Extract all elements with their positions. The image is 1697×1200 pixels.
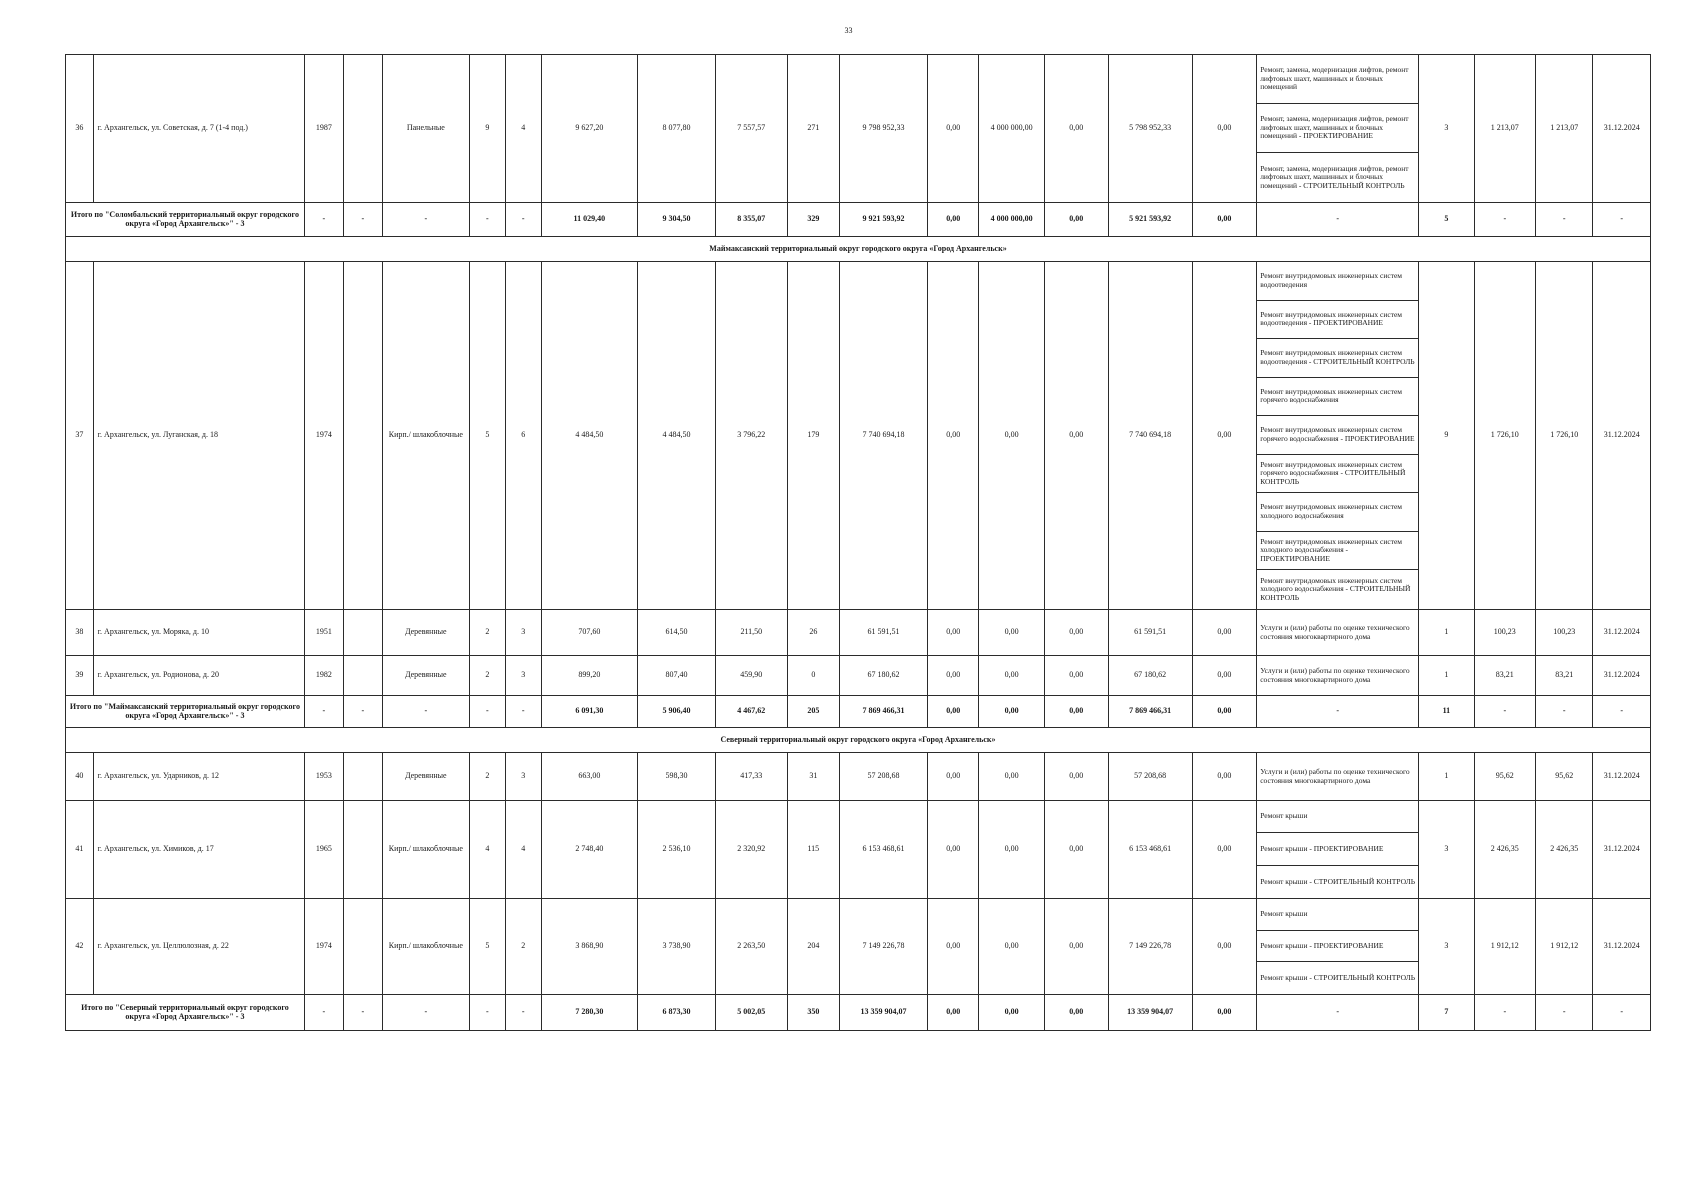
- cell-c1: -: [1474, 696, 1536, 728]
- cell-f5: 0,00: [1192, 610, 1257, 656]
- cell-c2: 1 726,10: [1536, 262, 1593, 610]
- cell-people: 115: [787, 801, 839, 899]
- cell-f1: 0,00: [928, 801, 979, 899]
- cell-c2: 1 213,07: [1536, 55, 1593, 203]
- cell-c1: 2 426,35: [1474, 801, 1536, 899]
- cell-a3: 5 002,05: [715, 995, 787, 1031]
- page-number: 33: [844, 26, 853, 35]
- table-row: [66, 262, 1651, 610]
- cell-date: -: [1593, 696, 1651, 728]
- address-cell: г. Архангельск, ул. Советская, д. 7 (1-4 под.): [93, 55, 304, 203]
- cell-fl: 5: [469, 899, 505, 995]
- work-item: Ремонт крыши: [1257, 801, 1418, 833]
- cell-f2: 0,00: [979, 899, 1045, 995]
- cell-f3: 0,00: [1044, 656, 1108, 696]
- cell-fl: -: [469, 995, 505, 1031]
- table-row: [66, 899, 1651, 995]
- work-item: Ремонт внутридомовых инженерных систем холодного водоснабжения - СТРОИТЕЛЬНЫЙ КОНТРОЛЬ: [1260, 575, 1411, 602]
- cell-f2: 4 000 000,00: [979, 203, 1045, 237]
- cell-f1: 0,00: [928, 995, 979, 1031]
- cell-year: 1965: [304, 801, 343, 899]
- cell-a2: 807,40: [638, 656, 716, 696]
- cell-total: 6 153 468,61: [839, 801, 927, 899]
- cell-c2: 1 912,12: [1536, 899, 1593, 995]
- cell-f4: 57 208,68: [1108, 753, 1192, 801]
- table-row: [66, 753, 1651, 801]
- cell-c1: 1 213,07: [1474, 55, 1536, 203]
- cell-people: 26: [787, 610, 839, 656]
- cell-f5: 0,00: [1192, 203, 1257, 237]
- cell-total: 57 208,68: [839, 753, 927, 801]
- cell-pod: 3: [505, 753, 541, 801]
- cell-pod: 3: [505, 656, 541, 696]
- cell-cnt: 3: [1419, 801, 1474, 899]
- cell-people: 329: [787, 203, 839, 237]
- works-cell: [1257, 801, 1419, 899]
- cell-year: 1953: [304, 753, 343, 801]
- cell-f1: 0,00: [928, 262, 979, 610]
- address-cell: г. Архангельск, ул. Моряка, д. 10: [93, 610, 304, 656]
- work-item: Ремонт крыши - ПРОЕКТИРОВАНИЕ: [1257, 931, 1418, 963]
- cell-total: 7 740 694,18: [839, 262, 927, 610]
- cell-c1: 100,23: [1474, 610, 1536, 656]
- cell-year: -: [304, 696, 343, 728]
- cell-cnt: 1: [1419, 610, 1474, 656]
- works-cell: -: [1257, 696, 1419, 728]
- cell-c2: 83,21: [1536, 656, 1593, 696]
- cell-f3: 0,00: [1044, 995, 1108, 1031]
- cell-c1: 83,21: [1474, 656, 1536, 696]
- cell-a1: 663,00: [541, 753, 637, 801]
- cell-cnt: 1: [1419, 753, 1474, 801]
- works-cell: [1257, 753, 1419, 801]
- cell-c1: 1 912,12: [1474, 899, 1536, 995]
- table-row: [66, 55, 1651, 203]
- cell-pod: -: [505, 203, 541, 237]
- work-item: Ремонт крыши - СТРОИТЕЛЬНЫЙ КОНТРОЛЬ: [1260, 876, 1416, 886]
- cell-blank: [343, 753, 382, 801]
- cell-people: 179: [787, 262, 839, 610]
- cell-date: 31.12.2024: [1593, 801, 1651, 899]
- cell-c2: 100,23: [1536, 610, 1593, 656]
- cell-a2: 598,30: [638, 753, 716, 801]
- cell-a3: 2 263,50: [715, 899, 787, 995]
- cell-people: 31: [787, 753, 839, 801]
- cell-a2: 6 873,30: [638, 995, 716, 1031]
- cell-f3: 0,00: [1044, 55, 1108, 203]
- cell-c2: -: [1536, 696, 1593, 728]
- cell-f1: 0,00: [928, 55, 979, 203]
- cell-date: 31.12.2024: [1593, 656, 1651, 696]
- section-header-row: [66, 237, 1651, 262]
- address-cell: г. Архангельск, ул. Родионова, д. 20: [93, 656, 304, 696]
- table-row: [66, 801, 1651, 899]
- cell-date: -: [1593, 203, 1651, 237]
- cell-mat: -: [382, 203, 469, 237]
- work-item: Ремонт внутридомовых инженерных систем горячего водоснабжения - СТРОИТЕЛЬНЫЙ КОНТРОЛЬ: [1257, 455, 1418, 494]
- cell-a3: 211,50: [715, 610, 787, 656]
- cell-a2: 9 304,50: [638, 203, 716, 237]
- cell-year: 1951: [304, 610, 343, 656]
- cell-f1: 0,00: [928, 696, 979, 728]
- total-row: [66, 995, 1651, 1031]
- cell-mat: Кирп./ шлакоблочные: [382, 801, 469, 899]
- work-item: Ремонт крыши - СТРОИТЕЛЬНЫЙ КОНТРОЛЬ: [1260, 972, 1416, 982]
- work-item: Услуги и (или) работы по оценке технического состояния многоквартирного дома: [1260, 665, 1410, 684]
- row-number: 36: [66, 55, 94, 203]
- cell-a3: 4 467,62: [715, 696, 787, 728]
- cell-a2: 3 738,90: [638, 899, 716, 995]
- cell-c2: -: [1536, 995, 1593, 1031]
- cell-date: 31.12.2024: [1593, 262, 1651, 610]
- cell-c2: -: [1536, 203, 1593, 237]
- cell-f4: 7 740 694,18: [1108, 262, 1192, 610]
- cell-year: -: [304, 203, 343, 237]
- row-number: 40: [66, 753, 94, 801]
- cell-cnt: 7: [1419, 995, 1474, 1031]
- total-label: Итого по "Маймаксанский территориальный округ городского округа «Город Архангельск»" - 3: [66, 696, 305, 728]
- work-item: Ремонт внутридомовых инженерных систем горячего водоснабжения: [1257, 378, 1418, 417]
- cell-pod: -: [505, 995, 541, 1031]
- cell-year: 1982: [304, 656, 343, 696]
- cell-blank: -: [343, 696, 382, 728]
- cell-cnt: 5: [1419, 203, 1474, 237]
- cell-people: 205: [787, 696, 839, 728]
- cell-mat: Деревянные: [382, 656, 469, 696]
- cell-f2: 0,00: [979, 262, 1045, 610]
- cell-f4: 61 591,51: [1108, 610, 1192, 656]
- cell-pod: 3: [505, 610, 541, 656]
- row-number: 37: [66, 262, 94, 610]
- cell-blank: [343, 262, 382, 610]
- cell-c1: -: [1474, 995, 1536, 1031]
- cell-mat: Деревянные: [382, 610, 469, 656]
- cell-cnt: 9: [1419, 262, 1474, 610]
- cell-total: 9 921 593,92: [839, 203, 927, 237]
- works-cell: [1257, 656, 1419, 696]
- cell-fl: 9: [469, 55, 505, 203]
- work-item: Ремонт внутридомовых инженерных систем холодного водоснабжения - ПРОЕКТИРОВАНИЕ: [1257, 532, 1418, 571]
- cell-a1: 4 484,50: [541, 262, 637, 610]
- cell-c1: -: [1474, 203, 1536, 237]
- cell-fl: 5: [469, 262, 505, 610]
- total-row: [66, 203, 1651, 237]
- cell-a2: 2 536,10: [638, 801, 716, 899]
- row-number: 42: [66, 899, 94, 995]
- work-item: Ремонт внутридомовых инженерных систем водоотведения: [1257, 262, 1418, 301]
- cell-fl: -: [469, 203, 505, 237]
- cell-f5: 0,00: [1192, 753, 1257, 801]
- section-header-row: [66, 728, 1651, 753]
- work-item: Ремонт внутридомовых инженерных систем водоотведения - СТРОИТЕЛЬНЫЙ КОНТРОЛЬ: [1257, 339, 1418, 378]
- cell-blank: [343, 899, 382, 995]
- address-cell: г. Архангельск, ул. Целлюлозная, д. 22: [93, 899, 304, 995]
- cell-a2: 8 077,80: [638, 55, 716, 203]
- row-number: 38: [66, 610, 94, 656]
- cell-pod: 6: [505, 262, 541, 610]
- cell-f2: 0,00: [979, 801, 1045, 899]
- cell-mat: Деревянные: [382, 753, 469, 801]
- cell-year: 1974: [304, 899, 343, 995]
- cell-total: 7 149 226,78: [839, 899, 927, 995]
- works-cell: [1257, 610, 1419, 656]
- cell-cnt: 3: [1419, 55, 1474, 203]
- cell-f3: 0,00: [1044, 696, 1108, 728]
- cell-a1: 2 748,40: [541, 801, 637, 899]
- cell-year: -: [304, 995, 343, 1031]
- cell-a3: 8 355,07: [715, 203, 787, 237]
- cell-a3: 417,33: [715, 753, 787, 801]
- cell-f5: 0,00: [1192, 696, 1257, 728]
- work-item: Ремонт, замена, модернизация лифтов, ремонт лифтовых шахт, машинных и блочных помещений - ПРОЕКТИРОВАНИЕ: [1257, 104, 1418, 153]
- works-cell: [1257, 55, 1419, 203]
- cell-c2: 2 426,35: [1536, 801, 1593, 899]
- cell-f3: 0,00: [1044, 801, 1108, 899]
- work-item: Ремонт крыши: [1257, 899, 1418, 931]
- cell-f5: 0,00: [1192, 55, 1257, 203]
- section-title: Маймаксанский территориальный округ городского округа «Город Архангельск»: [66, 237, 1651, 262]
- cell-fl: 4: [469, 801, 505, 899]
- cell-f2: 4 000 000,00: [979, 55, 1045, 203]
- cell-people: 0: [787, 656, 839, 696]
- work-item: Услуги и (или) работы по оценке технического состояния многоквартирного дома: [1260, 622, 1410, 641]
- works-cell: [1257, 899, 1419, 995]
- cell-cnt: 1: [1419, 656, 1474, 696]
- cell-f1: 0,00: [928, 203, 979, 237]
- cell-a2: 614,50: [638, 610, 716, 656]
- cell-blank: [343, 610, 382, 656]
- cell-f5: 0,00: [1192, 262, 1257, 610]
- table-row: [66, 656, 1651, 696]
- cell-mat: Кирп./ шлакоблочные: [382, 899, 469, 995]
- cell-total: 9 798 952,33: [839, 55, 927, 203]
- cell-f2: 0,00: [979, 995, 1045, 1031]
- cell-pod: 4: [505, 55, 541, 203]
- work-item: Ремонт, замена, модернизация лифтов, ремонт лифтовых шахт, машинных и блочных помещений: [1257, 55, 1418, 104]
- address-cell: г. Архангельск, ул. Химиков, д. 17: [93, 801, 304, 899]
- cell-a3: 3 796,22: [715, 262, 787, 610]
- row-number: 39: [66, 656, 94, 696]
- cell-f4: 67 180,62: [1108, 656, 1192, 696]
- cell-date: 31.12.2024: [1593, 55, 1651, 203]
- cell-people: 204: [787, 899, 839, 995]
- cell-cnt: 11: [1419, 696, 1474, 728]
- works-cell: [1257, 262, 1419, 610]
- cell-pod: -: [505, 696, 541, 728]
- cell-total: 67 180,62: [839, 656, 927, 696]
- work-item: Ремонт внутридомовых инженерных систем холодного водоснабжения: [1257, 493, 1418, 532]
- cell-pod: 4: [505, 801, 541, 899]
- cell-blank: [343, 55, 382, 203]
- cell-year: 1974: [304, 262, 343, 610]
- cell-f1: 0,00: [928, 753, 979, 801]
- cell-a2: 4 484,50: [638, 262, 716, 610]
- cell-f4: 5 921 593,92: [1108, 203, 1192, 237]
- cell-f3: 0,00: [1044, 610, 1108, 656]
- cell-blank: [343, 656, 382, 696]
- cell-f4: 7 149 226,78: [1108, 899, 1192, 995]
- cell-year: 1987: [304, 55, 343, 203]
- cell-a2: 5 906,40: [638, 696, 716, 728]
- cell-mat: -: [382, 995, 469, 1031]
- cell-f3: 0,00: [1044, 899, 1108, 995]
- cell-blank: -: [343, 995, 382, 1031]
- works-cell: -: [1257, 995, 1419, 1031]
- cell-a1: 3 868,90: [541, 899, 637, 995]
- cell-f4: 5 798 952,33: [1108, 55, 1192, 203]
- cell-mat: -: [382, 696, 469, 728]
- cell-f3: 0,00: [1044, 262, 1108, 610]
- cell-date: -: [1593, 995, 1651, 1031]
- row-number: 41: [66, 801, 94, 899]
- cell-f2: 0,00: [979, 753, 1045, 801]
- cell-f2: 0,00: [979, 610, 1045, 656]
- cell-pod: 2: [505, 899, 541, 995]
- cell-date: 31.12.2024: [1593, 899, 1651, 995]
- cell-f3: 0,00: [1044, 203, 1108, 237]
- cell-total: 7 869 466,31: [839, 696, 927, 728]
- cell-people: 271: [787, 55, 839, 203]
- cell-f1: 0,00: [928, 656, 979, 696]
- cell-fl: 2: [469, 753, 505, 801]
- cell-f2: 0,00: [979, 656, 1045, 696]
- cell-c1: 95,62: [1474, 753, 1536, 801]
- work-item: Ремонт внутридомовых инженерных систем водоотведения - ПРОЕКТИРОВАНИЕ: [1257, 301, 1418, 340]
- address-cell: г. Архангельск, ул. Ударников, д. 12: [93, 753, 304, 801]
- cell-fl: -: [469, 696, 505, 728]
- table-row: [66, 610, 1651, 656]
- cell-f4: 6 153 468,61: [1108, 801, 1192, 899]
- cell-a1: 899,20: [541, 656, 637, 696]
- capital-repair-table: [65, 54, 1651, 1031]
- cell-c2: 95,62: [1536, 753, 1593, 801]
- works-cell: -: [1257, 203, 1419, 237]
- work-item: Ремонт крыши - ПРОЕКТИРОВАНИЕ: [1257, 833, 1418, 865]
- cell-f4: 7 869 466,31: [1108, 696, 1192, 728]
- total-label: Итого по "Северный территориальный округ городского округа «Город Архангельск»" - 3: [66, 995, 305, 1031]
- cell-a1: 6 091,30: [541, 696, 637, 728]
- cell-total: 61 591,51: [839, 610, 927, 656]
- work-item: Ремонт внутридомовых инженерных систем горячего водоснабжения - ПРОЕКТИРОВАНИЕ: [1257, 416, 1418, 455]
- cell-f1: 0,00: [928, 610, 979, 656]
- cell-mat: Кирп./ шлакоблочные: [382, 262, 469, 610]
- section-title: Северный территориальный округ городского округа «Город Архангельск»: [66, 728, 1651, 753]
- cell-f5: 0,00: [1192, 899, 1257, 995]
- cell-date: 31.12.2024: [1593, 610, 1651, 656]
- cell-fl: 2: [469, 610, 505, 656]
- cell-a1: 11 029,40: [541, 203, 637, 237]
- cell-f2: 0,00: [979, 696, 1045, 728]
- cell-f5: 0,00: [1192, 656, 1257, 696]
- cell-blank: [343, 801, 382, 899]
- cell-f5: 0,00: [1192, 801, 1257, 899]
- cell-fl: 2: [469, 656, 505, 696]
- cell-c1: 1 726,10: [1474, 262, 1536, 610]
- cell-f3: 0,00: [1044, 753, 1108, 801]
- work-item: Услуги и (или) работы по оценке технического состояния многоквартирного дома: [1260, 766, 1410, 785]
- cell-people: 350: [787, 995, 839, 1031]
- cell-a1: 707,60: [541, 610, 637, 656]
- cell-f4: 13 359 904,07: [1108, 995, 1192, 1031]
- total-row: [66, 696, 1651, 728]
- cell-a3: 2 320,92: [715, 801, 787, 899]
- work-item: Ремонт, замена, модернизация лифтов, ремонт лифтовых шахт, машинных и блочных помещений - СТРОИТЕЛЬНЫЙ КОНТРОЛЬ: [1260, 163, 1409, 190]
- cell-a3: 7 557,57: [715, 55, 787, 203]
- cell-date: 31.12.2024: [1593, 753, 1651, 801]
- cell-f1: 0,00: [928, 899, 979, 995]
- cell-blank: -: [343, 203, 382, 237]
- cell-a3: 459,90: [715, 656, 787, 696]
- cell-a1: 9 627,20: [541, 55, 637, 203]
- cell-mat: Панельные: [382, 55, 469, 203]
- cell-f5: 0,00: [1192, 995, 1257, 1031]
- cell-total: 13 359 904,07: [839, 995, 927, 1031]
- cell-a1: 7 280,30: [541, 995, 637, 1031]
- total-label: Итого по "Соломбальский территориальный округ городского округа «Город Архангельск»" - 3: [66, 203, 305, 237]
- cell-cnt: 3: [1419, 899, 1474, 995]
- address-cell: г. Архангельск, ул. Луганская, д. 18: [93, 262, 304, 610]
